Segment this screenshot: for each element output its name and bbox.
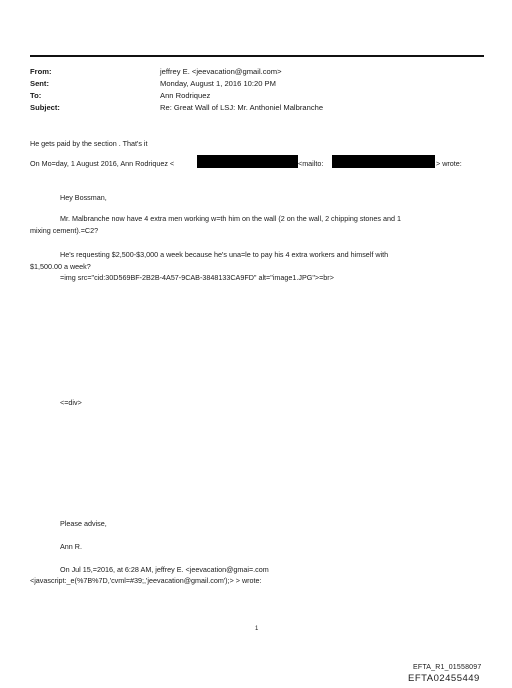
quote-2-line-1: On Jul 15,=2016, at 6:28 AM, jeffrey E. <jeevacation@gmai=.com xyxy=(60,565,269,574)
redaction-block xyxy=(332,155,435,168)
sent-value: Monday, August 1, 2016 10:20 PM xyxy=(160,79,276,88)
quote-intro-start: On Mo=day, 1 August 2016, Ann Rodriquez < xyxy=(30,159,175,168)
subject-value: Re: Great Wall of LSJ: Mr. Anthoniel Malbranche xyxy=(160,103,324,112)
from-label: From: xyxy=(30,67,52,76)
reply-line: He gets paid by the section . That's it xyxy=(30,139,148,148)
page-number: 1 xyxy=(255,626,259,632)
paragraph-2-line-2: $1,500.00 a week? xyxy=(30,262,91,271)
quote-intro-end: > wrote: xyxy=(436,159,462,168)
image-code-line: =img src="cid:30D569BF-2B2B-4A57-9CAB-3848133CA9FD" alt="image1.JPG">=br> xyxy=(60,273,334,282)
from-value: jeffrey E. <jeevacation@gmail.com> xyxy=(160,67,282,76)
sent-label: Sent: xyxy=(30,79,49,88)
redaction-block xyxy=(197,155,298,168)
to-label: To: xyxy=(30,91,42,100)
paragraph-1-line-1: Mr. Malbranche now have 4 extra men working w=th him on the wall (2 on the wall, 2 chipping stones and 1 xyxy=(60,214,401,223)
signoff: Ann R. xyxy=(60,542,82,551)
subject-label: Subject: xyxy=(30,103,60,112)
footer-ref-1: EFTA_R1_01558097 xyxy=(413,664,482,671)
header-rule xyxy=(30,55,484,57)
div-code-line: <=div> xyxy=(60,398,82,407)
quote-2-line-2: <javascript:_e(%7B%7D,'cvml=#39;,'jeevacation@gmail.com');> > wrote: xyxy=(30,576,262,585)
paragraph-1-line-2: mixing cement).=C2? xyxy=(30,226,99,235)
please-advise: Please advise, xyxy=(60,519,107,528)
to-value: Ann Rodriquez xyxy=(160,91,211,100)
paragraph-2-line-1: He's requesting $2,500-$3,000 a week because he's una=le to pay his 4 extra workers and himself with xyxy=(60,250,389,259)
quote-intro-mailto: <mailto: xyxy=(298,159,324,168)
greeting: Hey Bossman, xyxy=(60,193,107,202)
footer-ref-2: EFTA02455449 xyxy=(408,673,480,684)
